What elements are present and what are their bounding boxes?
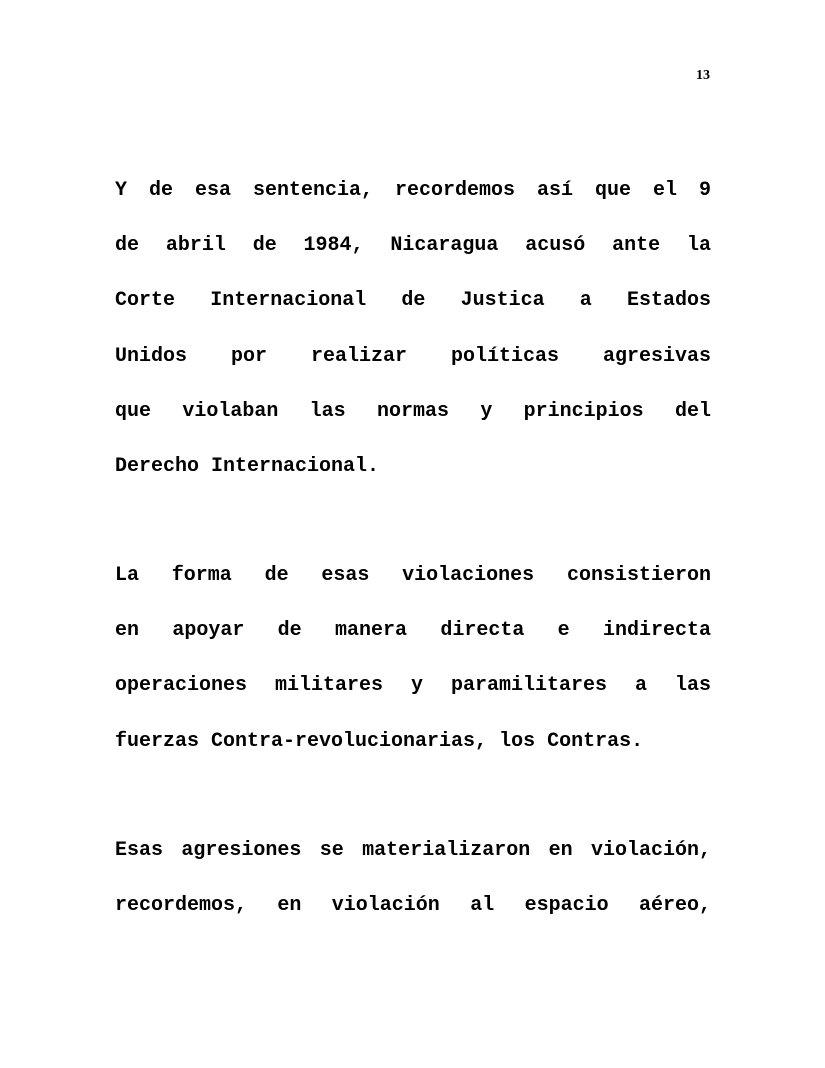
text-line: que violaban las normas y principios del [115, 399, 711, 423]
paragraph-3 [115, 823, 711, 933]
text-line: Esas agresiones se materializaron en violación, [115, 839, 711, 862]
text-line: fuerzas Contra-revolucionarias, los Contras. [115, 729, 644, 753]
text-line: operaciones militares y paramilitares a las [115, 674, 711, 698]
paragraph-2 [115, 548, 711, 769]
text-line: Derecho Internacional. [115, 454, 380, 478]
paragraph-1 [115, 163, 711, 494]
text-line: Corte Internacional de Justica a Estados [115, 289, 711, 313]
text-line: de abril de 1984, Nicaragua acusó ante la [115, 234, 711, 258]
text-line: en apoyar de manera directa e indirecta [115, 619, 711, 643]
page-number: 13 [696, 68, 710, 83]
text-line: Y de esa sentencia, recordemos así que el 9 [115, 179, 711, 202]
text-line: Unidos por realizar políticas agresivas [115, 344, 711, 368]
text-line: La forma de esas violaciones consistieron [115, 564, 711, 587]
text-line: recordemos, en violación al espacio aéreo, [115, 894, 711, 918]
